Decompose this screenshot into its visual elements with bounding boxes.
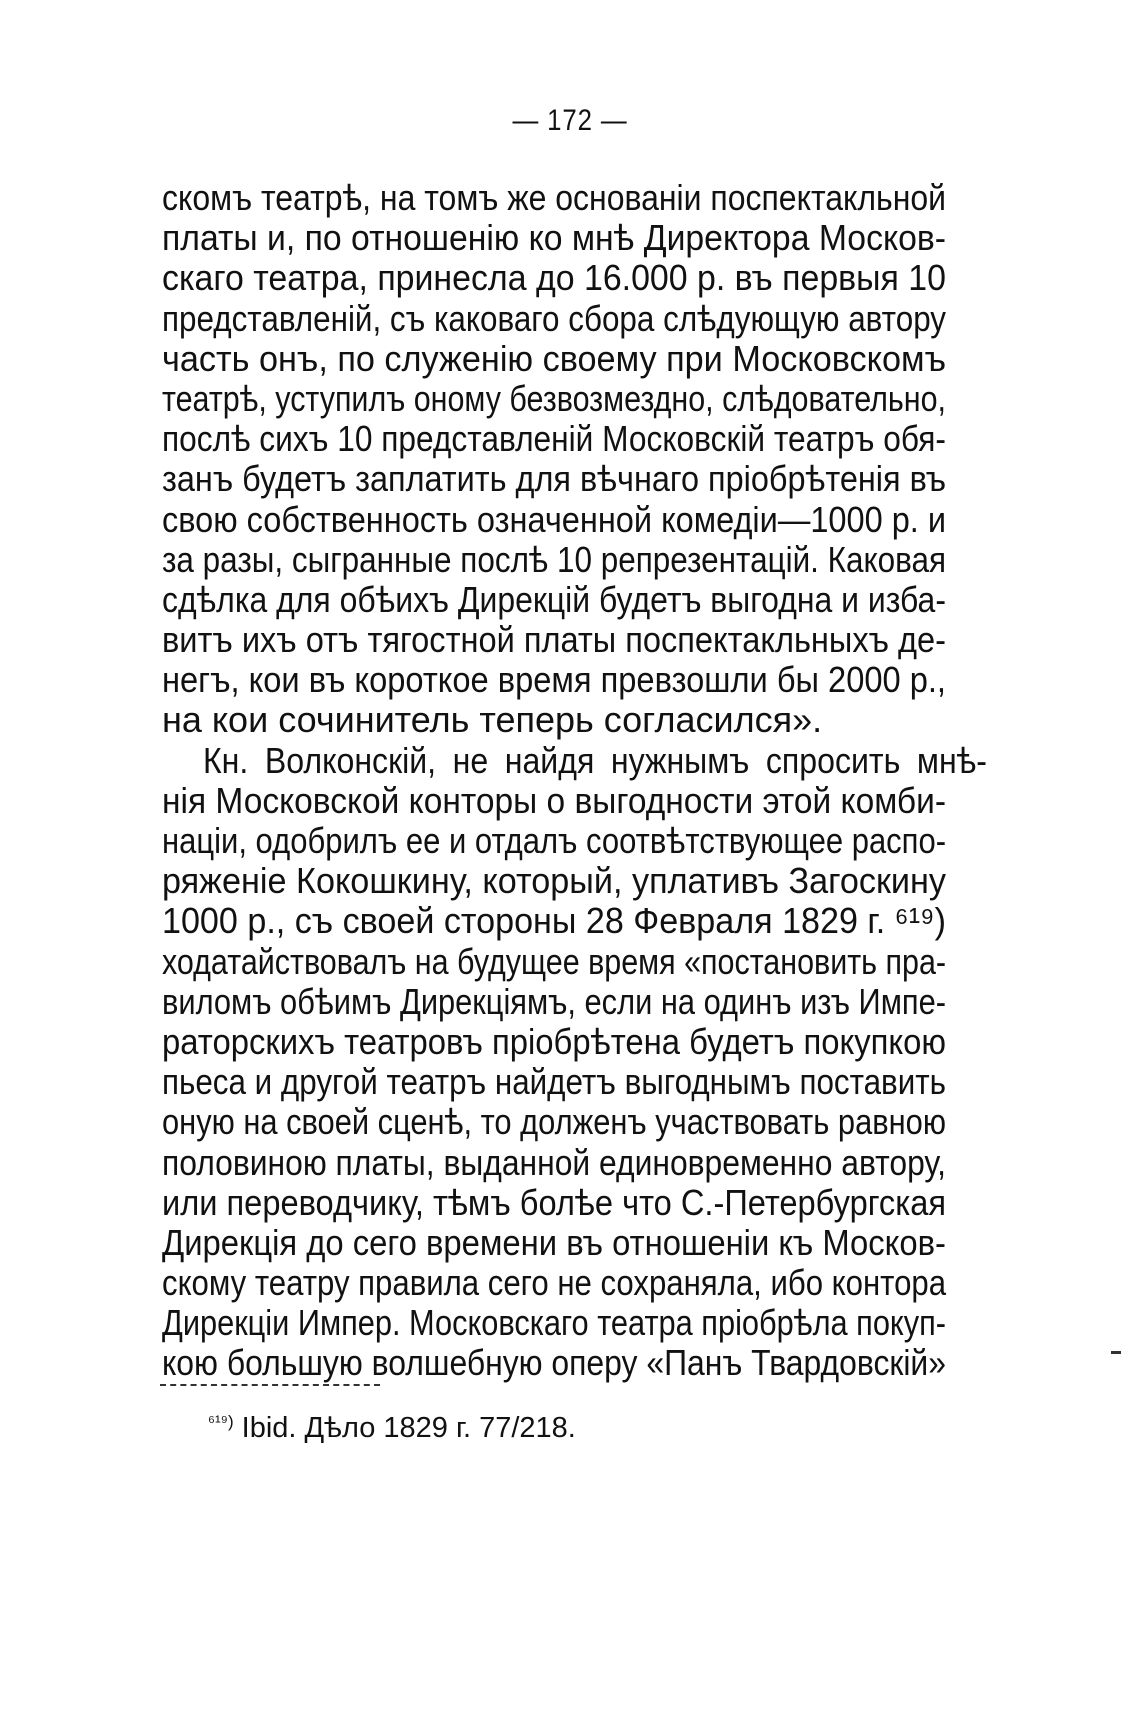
- footnote: [208, 1402, 576, 1448]
- text-line: послѣ сихъ 10 представленiй Московскiй театръ обя-: [162, 418, 946, 460]
- text-line: или переводчику, тѣмъ болѣе что С.-Петербургская: [162, 1181, 946, 1223]
- text-line: оную на своей сценѣ, то долженъ участвовать равною: [162, 1101, 946, 1143]
- text-line: платы и, по отношенiю ко мнѣ Директора Москов-: [162, 217, 947, 259]
- text-line: свою собственность означенной комедiи—1000 р. и: [162, 498, 947, 540]
- text-line: на кои сочинитель теперь согласился».: [162, 699, 823, 741]
- text-line: часть онъ, по служенiю своему при Московскомъ: [162, 337, 946, 379]
- text-line: нацiи, одобрилъ ее и отдалъ соотвѣтствующее распо-: [162, 820, 947, 861]
- footnote-separator: [160, 1384, 380, 1386]
- text-line: скому театру правила сего не сохраняла, ибо контора: [162, 1262, 947, 1304]
- text-line: кою большую волшебную оперу «Панъ Твардовскiй»: [162, 1342, 946, 1384]
- scan-artifact: [1111, 1351, 1121, 1354]
- text-line: Дирекцiи Импер. Московскаго театра прiобрѣла покуп-: [162, 1302, 946, 1344]
- text-line: скаго театра, принесла до 16.000 р. въ первыя 10: [162, 257, 946, 299]
- text-line: представленiй, съ каковаго сбора слѣдующую автору: [162, 297, 947, 339]
- text-line: ходатайствовалъ на будущее время «постановить пра-: [162, 940, 947, 982]
- text-line: половиною платы, выданной единовременно автору,: [162, 1141, 946, 1183]
- text-line: сдѣлка для обѣихъ Дирекцiй будетъ выгодна и изба-: [162, 578, 946, 620]
- text-line: скомъ театрѣ, на томъ же основанiи поспектакльной: [162, 177, 947, 218]
- text-line: пьеса и другой театръ найдетъ выгоднымъ поставить: [162, 1061, 946, 1103]
- body-text: [162, 177, 987, 1384]
- text-line: за разы, сыгранные послѣ 10 репрезентацiй. Каковая: [162, 538, 947, 580]
- footnote-marker: ⁶¹⁹): [208, 1412, 234, 1431]
- page-number: — 172 —: [512, 104, 628, 137]
- footnote-text: Ibid. Дѣло 1829 г. 77/218.: [241, 1412, 576, 1444]
- text-line: нiя Московской конторы о выгодности этой комби-: [162, 779, 946, 821]
- text-line-paragraph-start: Кн. Волконскiй, не найдя нужнымъ спросить мнѣ-: [202, 739, 987, 781]
- text-line: витъ ихъ отъ тягостной платы поспектакльныхъ де-: [162, 619, 946, 661]
- text-line: Дирекцiя до сего времени въ отношенiи къ Москов-: [162, 1221, 946, 1263]
- text-line: ряженiе Кокошкину, который, уплативъ Загоскину: [162, 860, 947, 902]
- text-line: виломъ обѣимъ Дирекцiямъ, если на одинъ изъ Импе-: [162, 980, 946, 1022]
- text-line: театрѣ, уступилъ оному безвозмездно, слѣдовательно,: [162, 377, 947, 419]
- text-line: негъ, кои въ короткое время превзошли бы 2000 р.,: [162, 659, 947, 701]
- text-line: занъ будетъ заплатить для вѣчнаго прiобрѣтенiя въ: [162, 458, 946, 500]
- text-line: раторскихъ театровъ прiобрѣтена будетъ покупкою: [162, 1020, 946, 1062]
- text-line: 1000 р., съ своей стороны 28 Февраля 1829 г. ⁶¹⁹): [162, 900, 947, 942]
